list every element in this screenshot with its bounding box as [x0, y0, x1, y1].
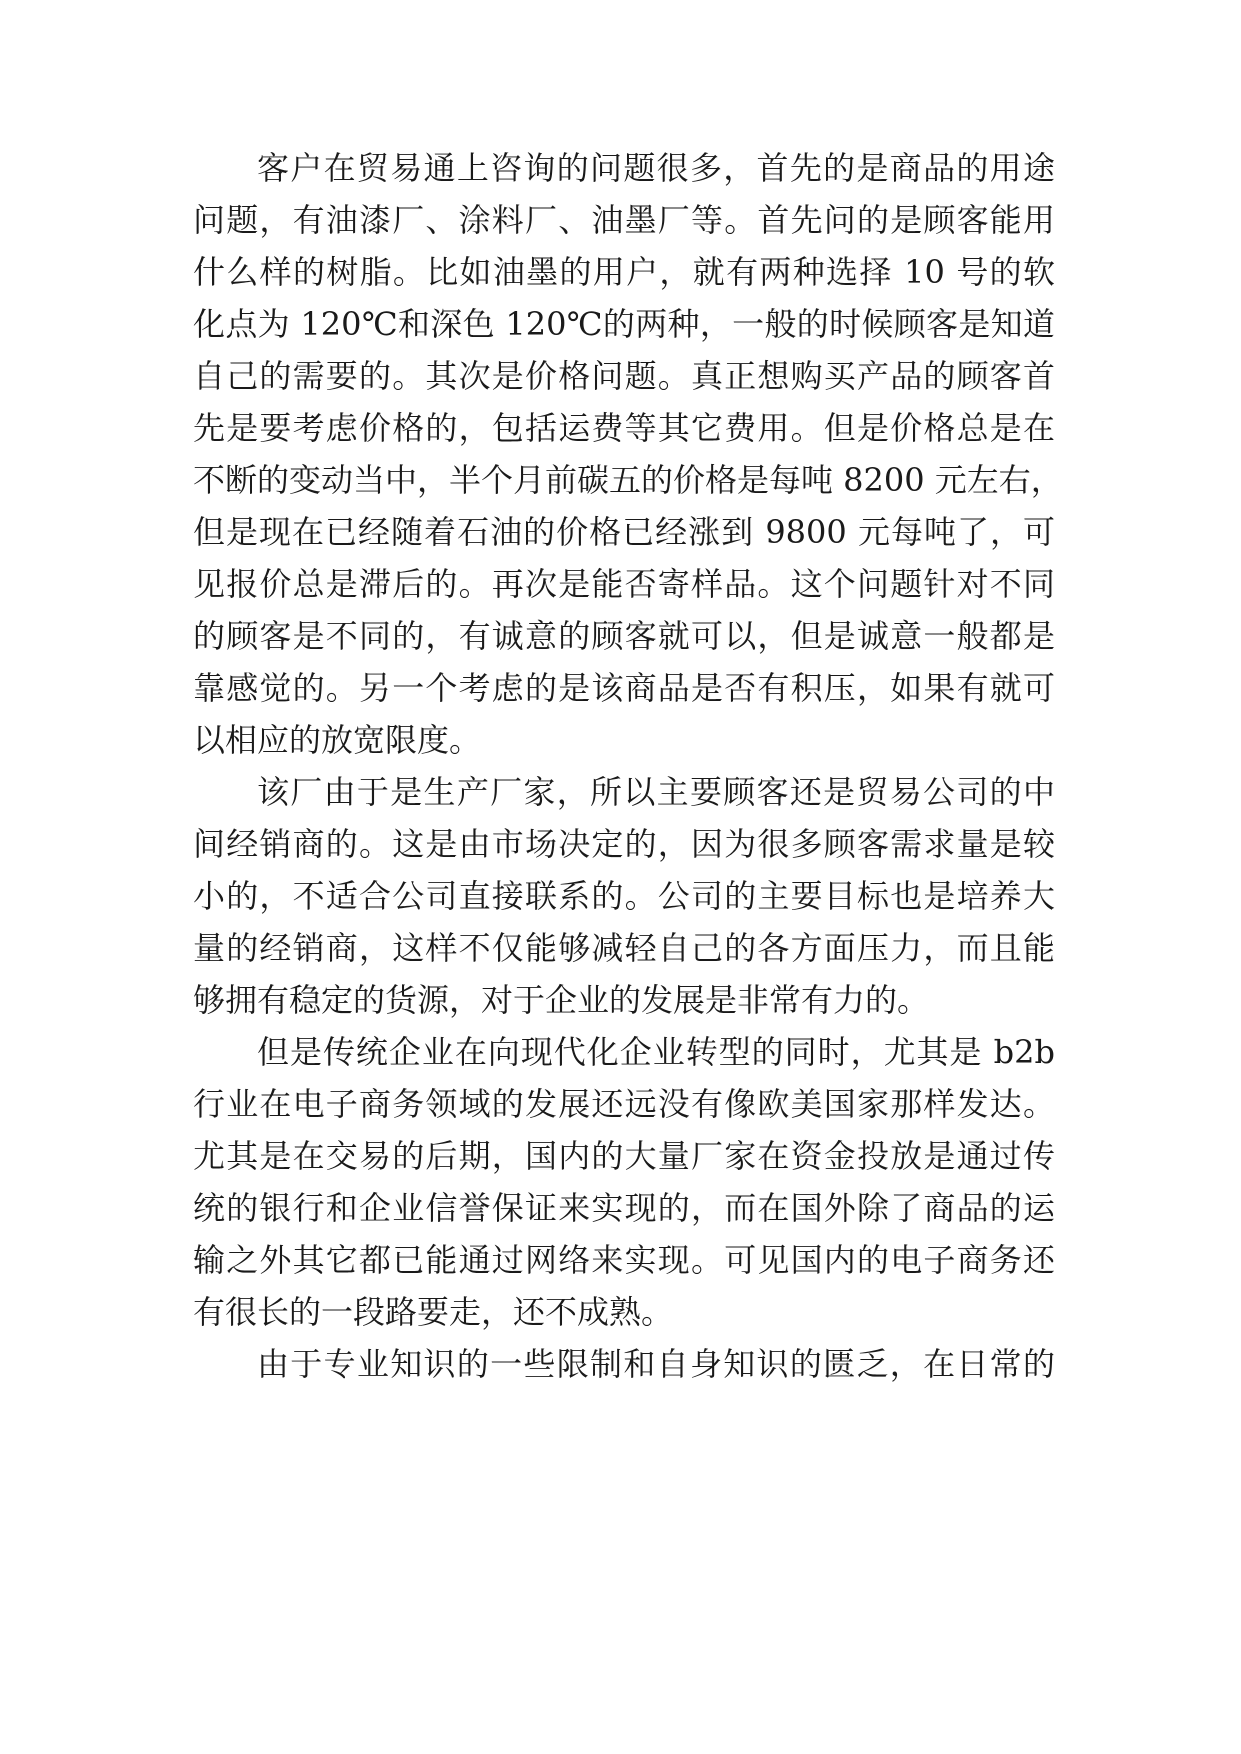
- paragraph-1-line-1: 客户在贸易通上咨询的问题很多，首先的是商品的用途: [257, 149, 1055, 187]
- paragraph-1-line-8: 但是现在已经随着石油的价格已经涨到 9800 元每吨了，可: [193, 513, 1055, 551]
- paragraph-3-line-6: 有很长的一段路要走，还不成熟。: [193, 1293, 674, 1331]
- paragraph-1-line-7: 不断的变动当中，半个月前碳五的价格是每吨 8200 元左右，: [193, 461, 1063, 499]
- paragraph-2-line-2: 间经销商的。这是由市场决定的，因为很多顾客需求量是较: [193, 825, 1055, 863]
- paragraph-4-line-1: 由于专业知识的一些限制和自身知识的匮乏，在日常的: [257, 1345, 1055, 1383]
- paragraph-1-line-12: 以相应的放宽限度。: [193, 721, 482, 759]
- paragraph-3-line-4: 统的银行和企业信誉保证来实现的，而在国外除了商品的运: [193, 1189, 1055, 1227]
- paragraph-2-line-3: 小的，不适合公司直接联系的。公司的主要目标也是培养大: [193, 877, 1055, 915]
- paragraph-3-line-3: 尤其是在交易的后期，国内的大量厂家在资金投放是通过传: [193, 1137, 1055, 1175]
- paragraph-1-line-2: 问题，有油漆厂、涂料厂、油墨厂等。首先问的是顾客能用: [193, 201, 1055, 239]
- paragraph-1-line-4: 化点为 120℃和深色 120℃的两种，一般的时候顾客是知道: [193, 305, 1055, 343]
- paragraph-2-line-1: 该厂由于是生产厂家，所以主要顾客还是贸易公司的中: [257, 773, 1055, 811]
- paragraph-1-line-6: 先是要考虑价格的，包括运费等其它费用。但是价格总是在: [193, 409, 1055, 447]
- paragraph-3-line-2: 行业在电子商务领域的发展还远没有像欧美国家那样发达。: [193, 1085, 1055, 1123]
- paragraph-1-line-11: 靠感觉的。另一个考虑的是该商品是否有积压，如果有就可: [193, 669, 1055, 707]
- paragraph-2-line-4: 量的经销商，这样不仅能够减轻自己的各方面压力，而且能: [193, 929, 1055, 967]
- paragraph-1-line-5: 自己的需要的。其次是价格问题。真正想购买产品的顾客首: [193, 357, 1055, 395]
- paragraph-3-line-5: 输之外其它都已能通过网络来实现。可见国内的电子商务还: [193, 1241, 1055, 1279]
- paragraph-1-line-3: 什么样的树脂。比如油墨的用户，就有两种选择 10 号的软: [193, 253, 1055, 291]
- paragraph-1-line-10: 的顾客是不同的，有诚意的顾客就可以，但是诚意一般都是: [193, 617, 1055, 655]
- paragraph-2-line-5: 够拥有稳定的货源，对于企业的发展是非常有力的。: [193, 981, 930, 1019]
- paragraph-3-line-1: 但是传统企业在向现代化企业转型的同时，尤其是 b2b: [257, 1033, 1055, 1071]
- paragraph-1-line-9: 见报价总是滞后的。再次是能否寄样品。这个问题针对不同: [193, 565, 1055, 603]
